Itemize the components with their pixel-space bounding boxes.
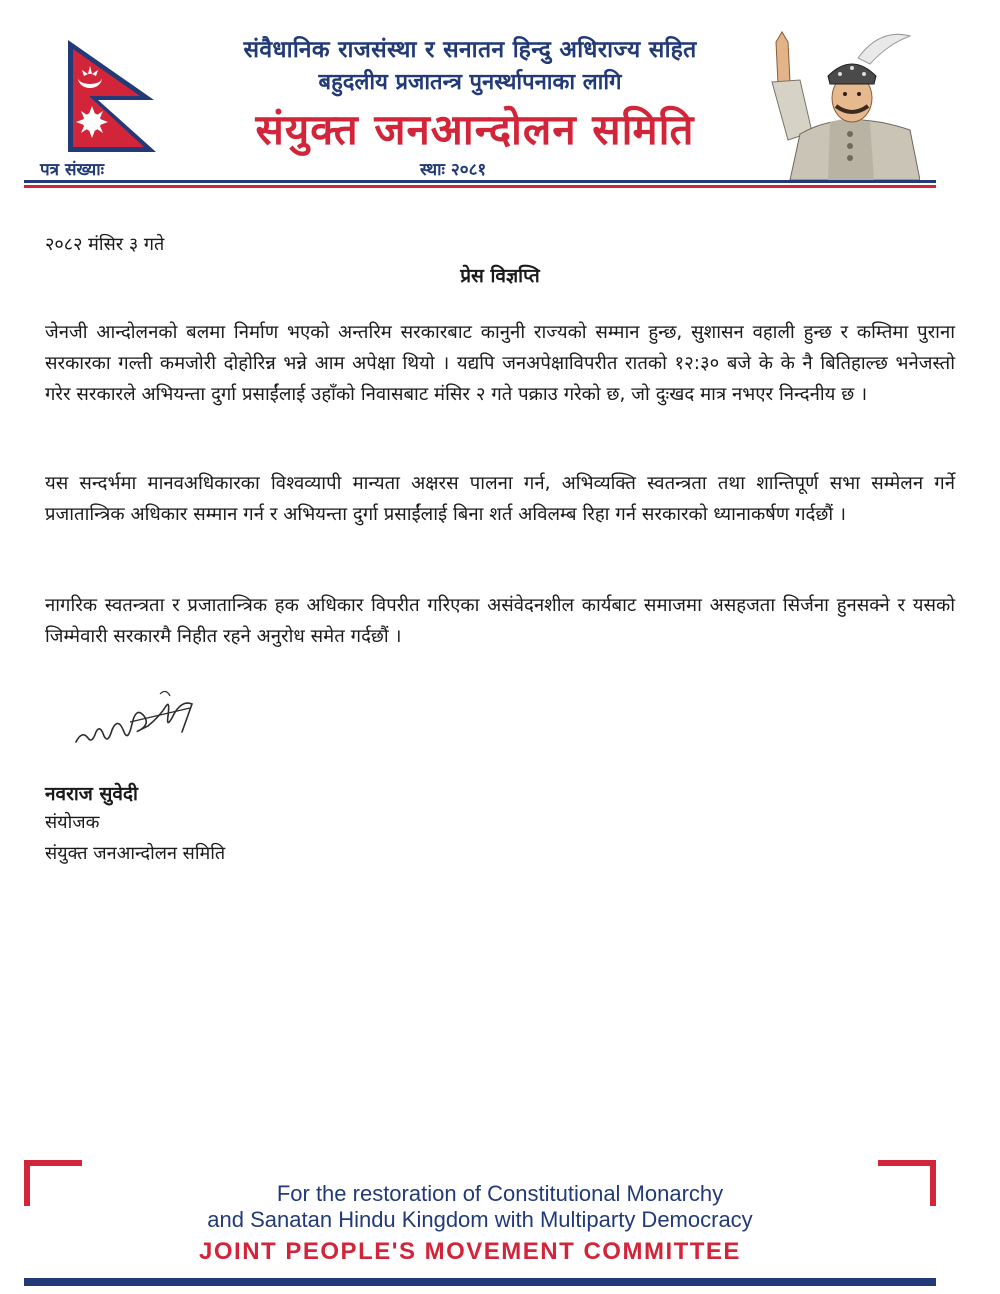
document-title: प्रेस विज्ञप्ति xyxy=(460,265,540,287)
header-divider xyxy=(24,185,936,188)
letterhead-subtitle-line2: बहुदलीय प्रजातन्त्र पुनर्स्थापनाका लागि xyxy=(318,70,622,95)
body-paragraph: नागरिक स्वतन्त्रता र प्रजातान्त्रिक हक अधिकार विपरीत गरिएका असंवेदनशील कार्यबाट समाजमा असहजता सिर्जना हुनसक्ने र यसको जिम्मेवारी सरकारमै निहीत रहने अनुरोध समेत गर्दछौं । xyxy=(45,595,955,647)
handwritten-signature xyxy=(70,686,210,756)
established-year: स्थाः २०८१ xyxy=(420,160,487,180)
nepal-flag-icon xyxy=(64,38,160,156)
body-paragraph: यस सन्दर्भमा मानवअधिकारका विश्वव्यापी मान्यता अक्षरस पालना गर्न, अभिव्यक्ति स्वतन्त्रता तथा शान्तिपूर्ण सभा सम्मेलन गर्ने प्रजातान्त्रिक अधिकार सम्मान गर्न र अभियन्ता दुर्गा प्रसाईंलाई बिना शर्त अविलम्ब रिहा गर्न सरकारको ध्यानाकर्षण गर्दछौं । xyxy=(45,473,955,525)
reference-number-label: पत्र संख्याः xyxy=(40,160,105,180)
footer-bar xyxy=(24,1278,936,1286)
letterhead-title: संयुक्त जनआन्दोलन समिति xyxy=(255,105,695,154)
body-paragraph: जेनजी आन्दोलनको बलमा निर्माण भएको अन्तरिम सरकारबाट कानुनी राज्यको सम्मान हुन्छ, सुशासन वहाली हुन्छ र कम्तिमा पुराना सरकारका गल्ती कमजोरी दोहोरिन्न भन्ने आम अपेक्षा थियो । यद्यपि जनअपेक्षाविपरीत रातको १२:३० बजे के के नै बितिहाल्छ भनेजस्तो गरेर सरकारले अभियन्ता दुर्गा प्रसाईंलाई उहाँको निवासबाट मंसिर २ गते पक्राउ गरेको छ, जो दुःखद मात्र नभएर निन्दनीय छ । xyxy=(45,322,955,405)
footer-english-line1: For the restoration of Constitutional Monarchy xyxy=(276,1181,724,1206)
king-portrait xyxy=(770,22,920,180)
letterhead-subtitle-line1: संवैधानिक राजसंस्था र सनातन हिन्दु अधिराज्य सहित xyxy=(243,37,697,63)
signer-role: संयोजक xyxy=(45,812,100,833)
header-divider xyxy=(24,180,936,183)
footer-committee-name: JOINT PEOPLE'S MOVEMENT COMMITTEE xyxy=(199,1238,741,1265)
signer-organization: संयुक्त जनआन्दोलन समिति xyxy=(45,843,226,864)
signer-name: नवराज सुवेदी xyxy=(45,783,138,805)
footer-english-line2: and Sanatan Hindu Kingdom with Multiparty Democracy xyxy=(207,1207,753,1232)
letter-date: २०८२ मंसिर ३ गते xyxy=(45,234,165,255)
